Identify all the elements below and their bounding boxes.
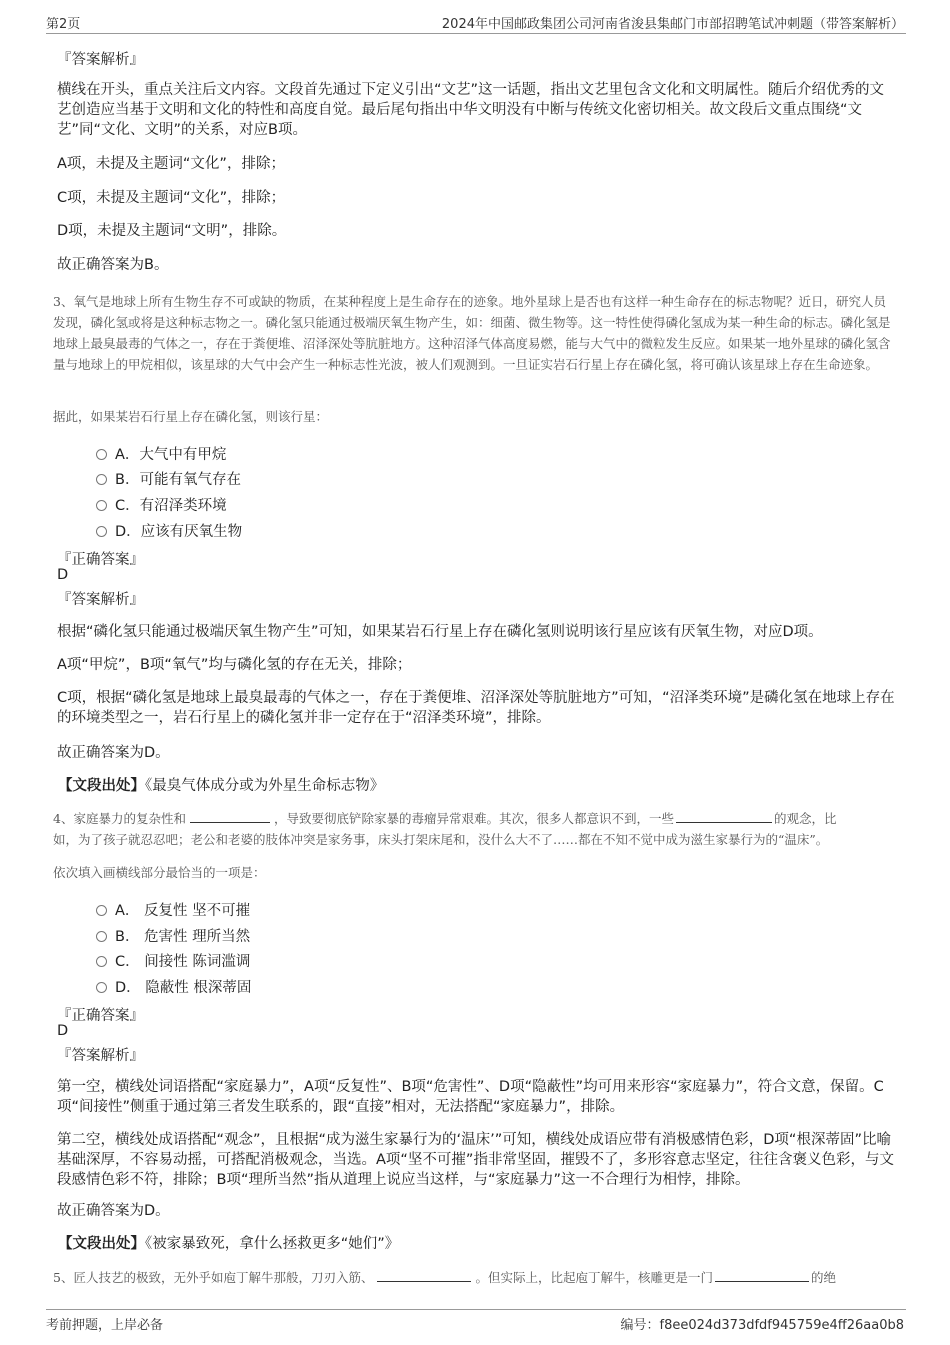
question-4-option-d[interactable]: D． 隐蔽性 根深蒂固 — [96, 976, 251, 997]
header-rule — [46, 33, 906, 34]
analysis-option-a: A项，未提及主题词“文化”，排除； — [57, 156, 285, 172]
source-title: 《被家暴致死，拿什么拯救更多“她们”》 — [145, 1236, 400, 1252]
analysis-label: 『答案解析』 — [57, 1048, 144, 1064]
correct-answer-value: D — [57, 567, 69, 583]
analysis-label: 『答案解析』 — [57, 592, 144, 608]
question-3-option-c[interactable]: C．有沼泽类环境 — [96, 494, 227, 515]
footer-code: 编号：f8ee024d373dfdf945759e4ff26aa0b8 — [620, 1318, 904, 1333]
radio-icon[interactable] — [96, 474, 107, 485]
question-4-prompt: 依次填入画横线部分最恰当的一项是： — [53, 865, 266, 880]
analysis-line: 根据“磷化氢只能通过极端厌氧生物产生”可知，如果某岩石行星上存在磷化氢则说明该行星应该有厌氧生物，对应D项。 — [57, 624, 823, 640]
radio-icon[interactable] — [96, 449, 107, 460]
source-label: 【文段出处】 — [58, 778, 145, 794]
question-4-option-b[interactable]: B． 危害性 理所当然 — [96, 925, 250, 946]
source-title: 《最臭气体成分或为外星生命标志物》 — [145, 778, 385, 794]
analysis-paragraph: 横线在开头，重点关注后文内容。文段首先通过下定义引出“文艺”这一话题，指出文艺里包含文化和文明属性。随后介绍优秀的文艺创造应当基于文明和文化的特性和高度自觉。最后尾句指出中华文明没有中断与传统文化密切相关。故文段后文重点围绕“文艺”同“文化、文明”的关系，对应B项。 — [57, 82, 885, 138]
answer-conclusion: 故正确答案为D。 — [57, 1203, 170, 1219]
fill-blank[interactable] — [190, 810, 270, 823]
question-3-option-d[interactable]: D．应该有厌氧生物 — [96, 520, 242, 541]
question-3-prompt: 据此，如果某岩石行星上存在磷化氢，则该行星： — [53, 409, 329, 424]
document-title: 2024年中国邮政集团公司河南省浚县集邮门市部招聘笔试冲刺题（带答案解析） — [441, 17, 904, 32]
radio-icon[interactable] — [96, 500, 107, 511]
correct-answer-label: 『正确答案』 — [57, 552, 144, 568]
analysis-option-d: D项，未提及主题词“文明”，排除。 — [57, 223, 287, 239]
question-4-stem-line2: 如，为了孩子就忍忍吧；老公和老婆的肢体冲突是家务事，床头打架床尾和，没什么大不了……都在不知不觉中成为滋生家暴行为的“温床”。 — [53, 832, 829, 847]
source-line — [58, 774, 384, 795]
question-3-option-a[interactable]: A．大气中有甲烷 — [96, 443, 226, 464]
correct-answer-label: 『正确答案』 — [57, 1008, 144, 1024]
analysis-label: 『答案解析』 — [57, 52, 144, 68]
analysis-line: 第一空，横线处词语搭配“家庭暴力”，A项“反复性”、B项“危害性”、D项“隐蔽性”均可用来形容“家庭暴力”，符合文意，保留。C项“间接性”侧重于通过第三者发生联系的，跟“直接”相对，无法搭配“家庭暴力”，排除。 — [57, 1079, 884, 1115]
correct-answer-value: D — [57, 1023, 69, 1039]
analysis-option-c: C项，未提及主题词“文化”，排除； — [57, 190, 286, 206]
footer-slogan: 考前押题，上岸必备 — [46, 1318, 164, 1333]
question-3-option-b[interactable]: B．可能有氧气存在 — [96, 468, 241, 489]
analysis-line: A项“甲烷”，B项“氧气”均与磷化氢的存在无关，排除； — [57, 657, 412, 673]
radio-icon[interactable] — [96, 905, 107, 916]
radio-icon[interactable] — [96, 982, 107, 993]
question-5-stem: 5、匠人技艺的极致，无外乎如庖丁解牛那般，刀刃入筋、 。但实际上，比起庖丁解牛，核雕更是一门 的绝 — [53, 1270, 836, 1285]
analysis-line: C项，根据“磷化氢是地球上最臭最毒的气体之一，存在于粪便堆、沼泽深处等肮脏地方”可知，“沼泽类环境”是磷化氢在地球上存在的环境类型之一，岩石行星上的磷化氢并非一定存在于“沼泽类环境”，排除。 — [57, 690, 895, 726]
question-4-option-c[interactable]: C． 间接性 陈词滥调 — [96, 950, 250, 971]
footer-rule — [46, 1309, 906, 1310]
source-label: 【文段出处】 — [58, 1236, 145, 1252]
radio-icon[interactable] — [96, 931, 107, 942]
fill-blank[interactable] — [715, 1269, 809, 1282]
radio-icon[interactable] — [96, 956, 107, 967]
question-4-stem-line1: 4、家庭暴力的复杂性和 ，导致要彻底铲除家暴的毒瘤异常艰难。其次，很多人都意识不到，一些 的观念，比 — [53, 811, 837, 826]
answer-conclusion: 故正确答案为D。 — [57, 745, 170, 761]
page-number: 第2页 — [46, 17, 81, 32]
answer-conclusion: 故正确答案为B。 — [57, 257, 169, 273]
fill-blank[interactable] — [676, 810, 772, 823]
analysis-line: 第二空，横线处成语搭配“观念”，且根据“成为滋生家暴行为的‘温床’”可知，横线处成语应带有消极感情色彩，D项“根深蒂固”比喻基础深厚，不容易动摇，可搭配消极观念，当选。A项“坚不可摧”指非常坚固，摧毁不了，多形容意志坚定，往往含褒义色彩，与文段感情色彩不符，排除；B项“理所当然”指从道理上说应当这样，与“家庭暴力”这一不合理行为相悖，排除。 — [57, 1132, 894, 1188]
radio-icon[interactable] — [96, 526, 107, 537]
fill-blank[interactable] — [377, 1269, 471, 1282]
question-3-stem: 3、氧气是地球上所有生物生存不可或缺的物质，在某种程度上是生命存在的迹象。地外星球上是否也有这样一种生命存在的标志物呢？近日，研究人员发现，磷化氢或将是这种标志物之一。磷化氢只能通过极端厌氧生物产生，如：细菌、微生物等。这一特性使得磷化氢成为某一种生命的标志。磷化氢是地球上最臭最毒的气体之一，存在于粪便堆、沼泽深处等肮脏地方。这种沼泽气体高度易燃，能与大气中的微粒发生反应。如果某一地外星球的磷化氢含量与地球上的甲烷相似，该星球的大气中会产生一种标志性光波，被人们观测到。一旦证实岩石行星上存在磷化氢，将可确认该星球上存在生命迹象。 — [53, 294, 891, 372]
question-4-option-a[interactable]: A． 反复性 坚不可摧 — [96, 899, 250, 920]
source-line — [58, 1232, 399, 1253]
